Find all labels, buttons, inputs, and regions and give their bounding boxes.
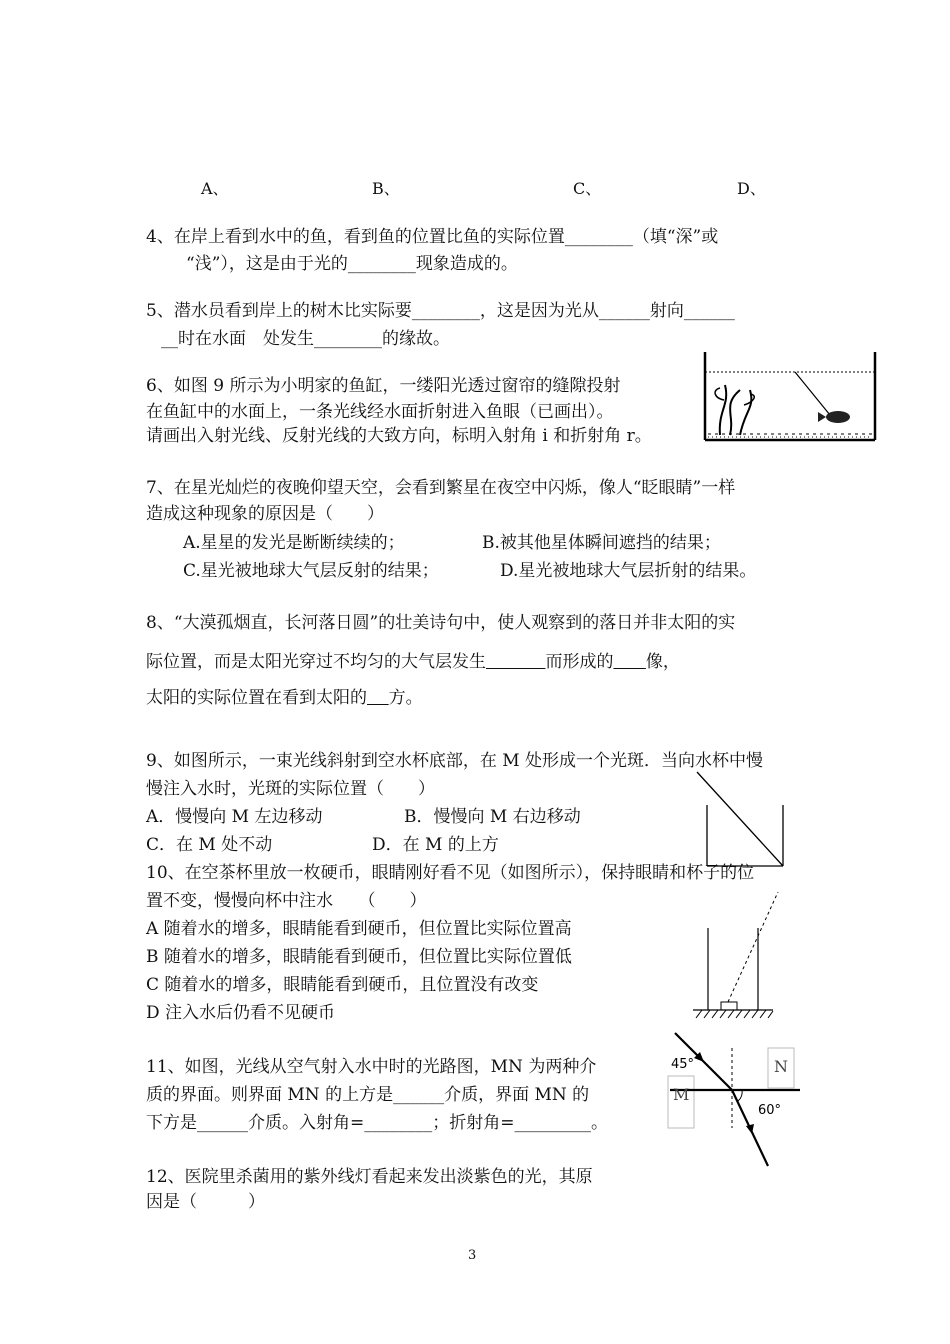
q8-blank-1 [486,652,545,672]
q7-option-b: B.被其他星体瞬间遮挡的结果； [482,533,721,553]
q5-line1: 5、潜水员看到岸上的树木比实际要________，这是因为光从______射向______ [146,301,735,321]
q7-option-c: C.星光被地球大气层反射的结果； [183,561,439,581]
q10-option-d: D 注入水后仍看不见硬币 [146,1003,336,1023]
q3-option-a: A、 [201,179,229,198]
q9-option-d: D．在 M 的上方 [372,835,499,855]
q7-line2: 造成这种现象的原因是（ ） [146,504,384,524]
q11-line1: 11、如图，光线从空气射入水中时的光路图，MN 为两种介 [146,1057,597,1077]
q7-line1: 7、在星光灿烂的夜晚仰望天空，会看到繁星在夜空中闪烁，像人“眨眼睛”一样 [146,478,736,498]
q8-line2: 际位置，而是太阳光穿过不均匀的大气层发生 而形成的 像， [146,652,680,672]
q8-line1: 8、“大漠孤烟直，长河落日圆”的壮美诗句中，使人观察到的落日并非太阳的实 [146,613,736,633]
q9-line1: 9、如图所示，一束光线斜射到空水杯底部，在 M 处形成一个光斑．当向水杯中慢 [146,751,764,771]
q4-line2: “浅”），这是由于光的________现象造成的。 [186,254,518,274]
page-number: 3 [468,1248,477,1263]
q11-line2: 质的界面。则界面 MN 的上方是______介质，界面 MN 的 [146,1085,590,1105]
q3-option-c: C、 [573,179,602,198]
q12-line2: 因是（ ） [146,1192,265,1212]
q7-option-a: A.星星的发光是断断续续的； [183,533,405,553]
q10-line2: 置不变，慢慢向杯中注水 （ ） [146,891,427,911]
q9-option-c: C．在 M 处不动 [146,835,273,855]
q10-option-a: A 随着水的增多，眼睛能看到硬币，但位置比实际位置高 [146,919,572,939]
q5-line2: __时在水面 处发生________的缘故。 [161,329,450,349]
cup-coin-figure [688,890,788,1030]
q6-line3: 请画出入射光线、反射光线的大致方向，标明入射角 i 和折射角 r。 [146,426,652,446]
angle-45-label: 45° [671,1057,695,1072]
q10-option-b: B 随着水的增多，眼睛能看到硬币，但位置比实际位置低 [146,947,572,967]
q9-line2: 慢注入水时，光斑的实际位置（ ） [146,779,435,799]
q12-line1: 12、医院里杀菌用的紫外线灯看起来发出淡紫色的光，其原 [146,1167,593,1187]
q11-line3: 下方是______介质。入射角=________；折射角=_________。 [146,1113,608,1133]
q8-line3: 太阳的实际位置在看到太阳的 方。 [146,688,423,708]
label-m: M [673,1085,690,1104]
label-n: N [774,1057,788,1076]
q7-option-d: D.星光被地球大气层折射的结果。 [500,561,757,581]
q3-option-b: B、 [372,179,400,198]
q9-option-b: B．慢慢向 M 右边移动 [404,807,581,827]
q10-option-c: C 随着水的增多，眼睛能看到硬币，且位置没有改变 [146,975,539,995]
angle-60-label: 60° [758,1103,782,1118]
q4-line1: 4、在岸上看到水中的鱼，看到鱼的位置比鱼的实际位置________（填“深”或 [146,227,719,247]
q10-line1: 10、在空茶杯里放一枚硬币，眼睛刚好看不见（如图所示），保持眼睛和杯子的位 [146,863,755,883]
q6-line2: 在鱼缸中的水面上，一条光线经水面折射进入鱼眼（已画出）。 [146,402,614,422]
fish-tank-figure [700,350,880,445]
q8-blank-3 [367,688,389,708]
q9-option-a: A．慢慢向 M 左边移动 [146,807,323,827]
q6-line1: 6、如图 9 所示为小明家的鱼缸，一缕阳光透过窗帘的缝隙投射 [146,376,621,396]
q8-blank-2 [613,652,645,672]
refraction-figure [660,1028,810,1173]
q3-option-d: D、 [737,179,766,198]
